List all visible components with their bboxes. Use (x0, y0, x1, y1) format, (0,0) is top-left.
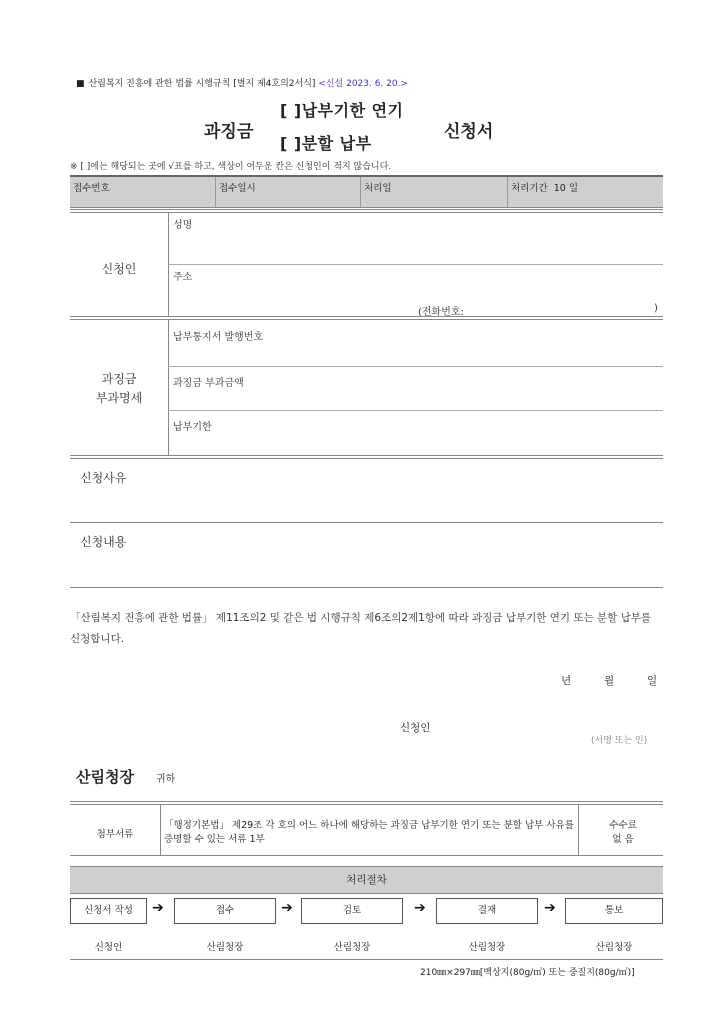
phone-label: (전화번호: (418, 307, 464, 318)
procedure-step-approve: 결재 (436, 898, 538, 924)
process-date-cell (360, 177, 507, 207)
penalty-section-label-line2: 부과명세 (95, 391, 143, 405)
procedure-actor: 산림청장 (468, 942, 506, 953)
content-field[interactable] (80, 550, 655, 580)
divider (160, 805, 161, 855)
arrow-right-icon: ➔ (281, 900, 293, 916)
notice-number-label: 납부통지서 발행번호 (173, 332, 264, 343)
legal-basis-new: <신설 2023. 6. 20.> (318, 79, 409, 89)
date-month: 월 (604, 675, 615, 687)
procedure-step-review: 검토 (301, 898, 403, 924)
signature-field[interactable]: (서명 또는 인) (591, 736, 648, 746)
payment-deadline-field[interactable] (173, 432, 658, 450)
penalty-section-label (70, 370, 168, 408)
title-left: 과징금 (204, 122, 254, 142)
procedure-step-receive: 접수 (174, 898, 276, 924)
procedure-heading: 처리절차 (70, 866, 663, 894)
fee-value: 없 음 (612, 834, 634, 845)
signature-applicant-label: 신청인 (400, 722, 431, 734)
date-year: 년 (561, 675, 572, 687)
receipt-number-cell (70, 177, 215, 207)
square-bullet-icon: ■ (76, 79, 85, 89)
divider (70, 855, 663, 856)
applicant-section-label: 신청인 (101, 262, 137, 276)
divider (168, 319, 169, 455)
content-label: 신청내용 (80, 535, 127, 549)
title-right: 신청서 (444, 122, 494, 142)
notice-number-field[interactable] (173, 342, 658, 362)
phone-close: ) (654, 303, 658, 314)
procedure-actor: 산림청장 (206, 942, 244, 953)
fee-label: 수수료 (609, 820, 637, 831)
divider (70, 455, 663, 459)
procedure-step-apply: 신청서 작성 (70, 898, 147, 924)
declaration-text: 「산림복지 진흥에 관한 법률」 제11조의2 및 같은 법 시행규칙 제6조의2제1항에 따라 과징금 납부기한 연기 또는 분할 납부를 신청합니다. (70, 612, 652, 645)
recipient-suffix: 귀하 (156, 774, 176, 785)
divider (70, 522, 663, 523)
legal-basis (76, 76, 408, 89)
reason-field[interactable] (80, 486, 655, 516)
process-date-label: 처리일 (364, 183, 392, 194)
title-option-installment[interactable]: [ ]분할 납부 (280, 134, 372, 153)
divider (70, 801, 663, 805)
arrow-right-icon: ➔ (544, 900, 556, 916)
divider (70, 959, 663, 960)
address-field[interactable] (173, 284, 658, 302)
payment-deadline-label: 납부기한 (173, 422, 212, 433)
title-option-deferral[interactable]: [ ]납부기한 연기 (280, 101, 404, 120)
receipt-date-cell (215, 177, 360, 207)
instruction-note: ※ [ ]에는 해당되는 곳에 √표를 하고, 색상이 어두운 칸은 신청인이 적지 않습니다. (70, 162, 392, 172)
penalty-section-label-line1: 과징금 (101, 372, 137, 386)
receipt-number-label: 접수번호 (73, 183, 110, 194)
procedure-actor: 신청인 (94, 942, 123, 953)
penalty-amount-label: 과징금 부과금액 (173, 378, 244, 389)
arrow-right-icon: ➔ (152, 900, 164, 916)
divider (168, 264, 663, 265)
arrow-right-icon: ➔ (414, 900, 426, 916)
reason-label: 신청사유 (80, 471, 127, 485)
divider (168, 410, 663, 411)
procedure-step-notify: 통보 (565, 898, 663, 924)
legal-basis-text: 산림복지 진흥에 관한 법률 시행규칙 [별지 제4호의2서식] (88, 79, 316, 89)
fee-cell (583, 819, 663, 847)
attachments-label: 첨부서류 (96, 829, 134, 840)
recipient-name: 산림청장 (76, 768, 134, 786)
paper-spec-footer: 210㎜×297㎜[백상지(80g/㎡) 또는 중질지(80g/㎡)] (420, 968, 635, 978)
attachments-text: 「행정기본법」 제29조 각 호의 어느 하나에 해당하는 과징금 납부기한 연기 또는 분할 납부 사유를 증명할 수 있는 서류 1부 (164, 820, 574, 845)
procedure-actor: 산림청장 (595, 942, 633, 953)
procedure-actor: 산림청장 (333, 942, 371, 953)
divider (168, 366, 663, 367)
date-day: 일 (647, 675, 658, 687)
processing-period-label: 처리기간 (511, 183, 548, 194)
address-label: 주소 (173, 272, 193, 283)
divider (578, 805, 579, 855)
penalty-amount-field[interactable] (173, 388, 658, 406)
divider (70, 316, 663, 320)
receipt-row (70, 175, 663, 208)
processing-period-cell (507, 177, 663, 207)
receipt-date-label: 접수일시 (219, 183, 256, 194)
name-field[interactable] (173, 232, 658, 260)
divider (70, 209, 663, 213)
divider (70, 587, 663, 588)
processing-period-value: 10 일 (553, 183, 579, 194)
name-label: 성명 (173, 220, 193, 231)
